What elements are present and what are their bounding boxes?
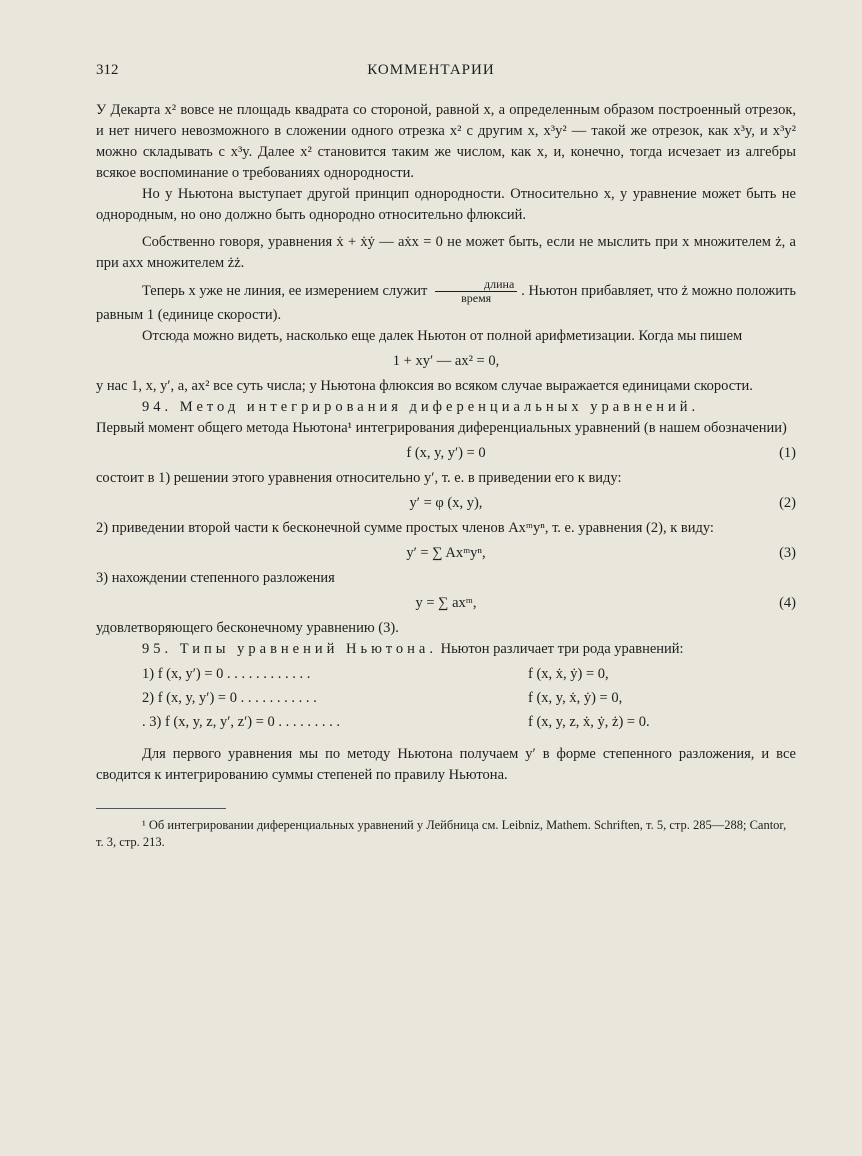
- section-text: Ньютон различает три рода уравнений:: [440, 641, 684, 657]
- equation-number: (1): [779, 445, 796, 461]
- type-right: f (x, y, ẋ, ẏ) = 0,: [528, 690, 623, 706]
- page-body: [96, 100, 796, 851]
- equation: [96, 443, 796, 464]
- equation-number: (2): [779, 495, 796, 511]
- paragraph: 3) нахождении степенного разложения: [96, 570, 335, 586]
- equation-type-row: [96, 664, 796, 688]
- equation-text: f (x, y, y′) = 0: [406, 445, 486, 461]
- paragraph: удовлетворяющего бесконечному уравнению (3).: [96, 620, 399, 636]
- footnote: ¹ Об интегрировании диференциальных уравнений у Лейбница см. Leibniz, Mathem. Schriften, т. 5, стр. 285—288; Cantor, т. 3, стр. 213.: [96, 818, 787, 849]
- equation-text: y′ = φ (x, y),: [409, 495, 483, 511]
- type-right: f (x, ẋ, ẏ) = 0,: [528, 666, 609, 682]
- type-left: 2) f (x, y, y′) = 0 . . . . . . . . . . .: [142, 690, 317, 706]
- paragraph: [96, 278, 796, 326]
- type-left: . 3) f (x, y, z, y′, z′) = 0 . . . . . . . . .: [142, 714, 341, 730]
- paragraph: Для первого уравнения мы по методу Ньютона получаем y′ в форме степенного разложения, и все сводится к интегрированию суммы степеней по правилу Ньютона.: [96, 746, 796, 783]
- type-left: 1) f (x, y′) = 0 . . . . . . . . . . . .: [142, 666, 311, 682]
- type-right: f (x, y, z, ẋ, ẏ, ż) = 0.: [528, 714, 650, 730]
- paragraph: У Декарта x² вовсе не площадь квадрата со стороной, равной x, а определенным образом построенный отрезок, и нет ничего невозможного в сложении одного отрезка x² с другим x, x³y² — такой же отрезок, как x³y, и x³y² можно складывать с x³y. Далее x² становится таким же числом, как x, и, конечно, тогда исчезает из алгебры всякое воспоминание о требованиях однородности.: [96, 102, 796, 181]
- paragraph: Первый момент общего метода Ньютона¹ интегрирования диференциальных уравнений (в нашем обозначении): [96, 420, 787, 436]
- section-95: [96, 639, 796, 660]
- section-title: 95. Типы уравнений Ньютона.: [142, 641, 437, 657]
- fraction-numerator: длина: [435, 278, 517, 292]
- paragraph-text: . Ньютон прибавляет, что ż можно положить равным 1 (единице скорости).: [96, 282, 796, 323]
- equation-number: (3): [779, 545, 796, 561]
- equation-text: y′ = ∑ Axᵐyⁿ,: [406, 545, 486, 561]
- equation-type-row: [96, 688, 796, 712]
- paragraph: у нас 1, x, y′, a, ax² все суть числа; у Ньютона флюксия во всяком случае выражается единицами скорости.: [96, 378, 753, 394]
- equation-number: (4): [779, 595, 796, 611]
- fraction-denominator: время: [461, 291, 492, 305]
- equation: [96, 493, 796, 514]
- paragraph: Но у Ньютона выступает другой принцип однородности. Относительно x, y уравнение может быть не однородным, но оно должно быть однородно относительно флюксий.: [96, 186, 796, 223]
- equation: [96, 543, 796, 564]
- running-header: [96, 62, 766, 84]
- paragraph: Отсюда можно видеть, насколько еще далек Ньютон от полной арифметизации. Когда мы пишем: [142, 328, 743, 344]
- footnote-divider: [96, 808, 226, 809]
- paragraph: состоит в 1) решении этого уравнения относительно y′, т. е. в приведении его к виду:: [96, 470, 622, 486]
- paragraph-text: Теперь x уже не линия, ее измерением служит: [142, 282, 428, 299]
- equation-text: y = ∑ axᵐ,: [415, 595, 477, 611]
- paragraph: Собственно говоря, уравнения ẋ + ẋẏ — aẋx = 0 не может быть, если не мыслить при x множителем ż, а при axx множителем żż.: [96, 234, 796, 271]
- equation-type-row: [96, 712, 796, 736]
- section-title: 94. Метод интегрирования диференциальных уравнений.: [142, 399, 700, 415]
- fraction: [435, 278, 517, 305]
- equation: [96, 351, 796, 372]
- equation: [96, 593, 796, 614]
- equation-text: 1 + xy′ — ax² = 0,: [392, 353, 500, 369]
- running-title: КОММЕНТАРИИ: [367, 62, 495, 78]
- section-94: [96, 397, 796, 418]
- paragraph: 2) приведении второй части к бесконечной сумме простых членов Axᵐyⁿ, т. е. уравнения (2), к виду:: [96, 520, 714, 536]
- page-number: 312: [96, 62, 119, 78]
